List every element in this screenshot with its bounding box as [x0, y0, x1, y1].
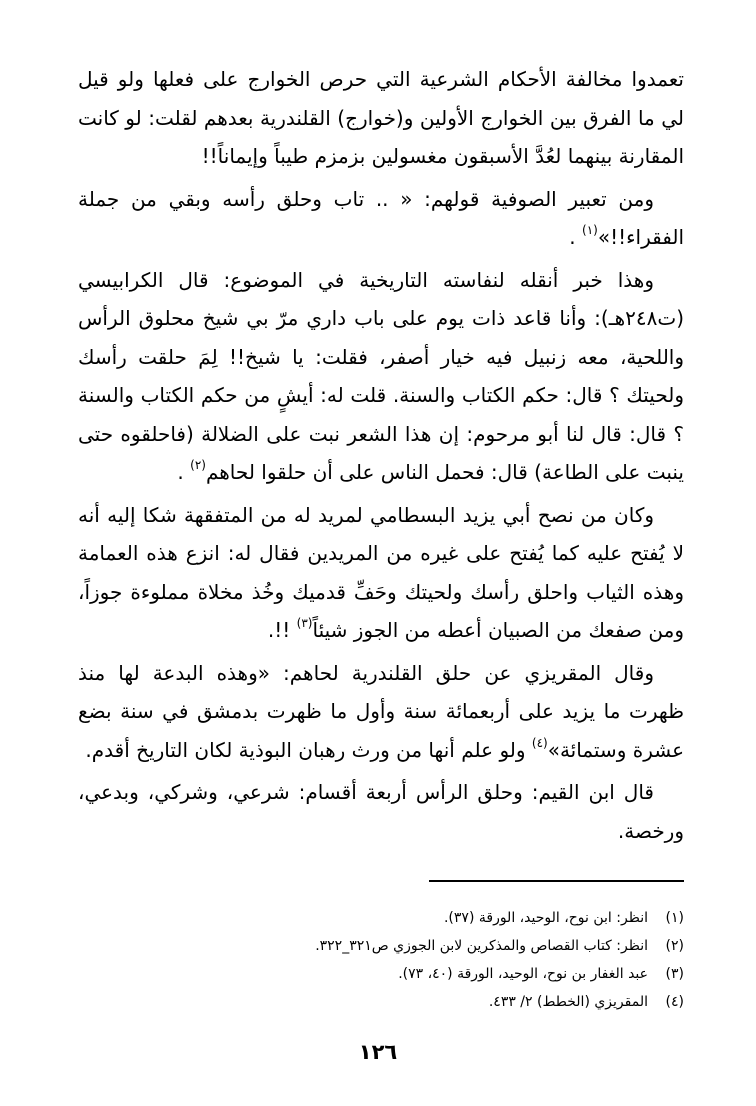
footnote-item — [120, 988, 684, 1016]
paragraph-3 — [78, 261, 684, 492]
main-text — [78, 60, 684, 850]
paragraph-6 — [78, 773, 684, 850]
footnote-ref-1[interactable]: (١) — [582, 223, 598, 237]
footnote-ref-4[interactable]: (٤) — [531, 735, 548, 750]
footnote-text: المقريزي (الخطط) ٢/ ٤٣٣. — [488, 994, 648, 1010]
footnote-ref-2[interactable]: (٢) — [190, 458, 206, 472]
footnote-separator — [429, 880, 684, 882]
footnote-item — [120, 932, 684, 960]
footnote-text: عبد الغفار بن نوح، الوحيد، الورقة (٤٠، ٧٣). — [398, 966, 648, 982]
footnote-number: (١) — [665, 910, 684, 926]
footnotes — [120, 904, 684, 1016]
footnote-number: (٤) — [665, 994, 684, 1010]
paragraph-4 — [78, 496, 684, 650]
footnote-number: (٢) — [665, 938, 684, 954]
paragraph-6-text: قال ابن القيم: وحلق الرأس أربعة أقسام: شرعي، وشركي، وبدعي، ورخصة. — [78, 780, 684, 843]
paragraph-2-end: . — [569, 225, 576, 249]
page-number: ١٢٦ — [358, 1040, 398, 1064]
paragraph-4-end: !!. — [267, 618, 291, 642]
footnote-ref-3[interactable]: (٣) — [296, 616, 313, 630]
footnote-text: انظر: ابن نوح، الوحيد، الورقة (٣٧). — [443, 910, 648, 926]
paragraph-3-end: . — [177, 460, 184, 484]
paragraph-1 — [78, 60, 684, 176]
paragraph-5 — [78, 654, 684, 770]
footnote-item — [120, 960, 684, 988]
paragraph-2 — [78, 180, 684, 257]
footnote-item — [120, 904, 684, 932]
paragraph-5-end: ولو علم أنها من ورث رهبان البوذية لكان التاريخ أقدم. — [85, 737, 526, 762]
paragraph-5-text: وقال المقريزي عن حلق القلندرية لحاهم: «وهذه البدعة لها منذ ظهرت ما يزيد على أربعمائة سنة وأول ما ظهرت بدمشق في سنة بضع عشرة وستمائة» — [78, 660, 684, 762]
paragraph-2-text: ومن تعبير الصوفية قولهم: « .. تاب وحلق رأسه وبقي من جملة الفقراء!!» — [78, 186, 684, 249]
footnote-number: (٣) — [665, 966, 684, 982]
footnote-text: انظر: كتاب القصاص والمذكرين لابن الجوزي ص٣٢١_٣٢٢. — [315, 938, 648, 954]
paragraph-3-text: وهذا خبر أنقله لنفاسته التاريخية في الموضوع: قال الكرابيسي (ت٢٤٨هـ): وأنا قاعد ذات يوم على باب داري مرّ بي شيخ محلوق الرأس واللحية، معه زنبيل فيه خيار أصفر، فقلت: يا شيخ!! لِمَ حلقت رأسك ولحيتك ؟ قال: حكم الكتاب والسنة. قلت له: أيشٍ من حكم الكتاب والسنة ؟ قال: قال لنا أبو مرحوم: إن هذا الشعر نبت على الضلالة (فاحلقوه حتى ينبت على الطاعة) قال: فحمل الناس على أن حلقوا لحاهم — [78, 267, 684, 484]
paragraph-1-text: تعمدوا مخالفة الأحكام الشرعية التي حرص الخوارج على فعلها ولو قيل لي ما الفرق بين الخوارج الأولين و(خوارج) القلندرية بعدهم لقلت: لو كانت المقارنة بينهما لعُدَّ الأسبقون مغسولين بزمزم طيباً وإيماناً!! — [78, 67, 684, 168]
paragraph-4-text: وكان من نصح أبي يزيد البسطامي لمريد له من المتفقهة شكا إليه أنه لا يُفتح عليه كما يُفتح على غيره من المريدين فقال له: انزع هذه العمامة وهذه الثياب واحلق رأسك ولحيتك وحَفِّ قدميك وخُذ مخلاة مملوءة جوزاً، ومن صفعك من الصبيان أعطه من الجوز شيئاً — [78, 502, 684, 642]
